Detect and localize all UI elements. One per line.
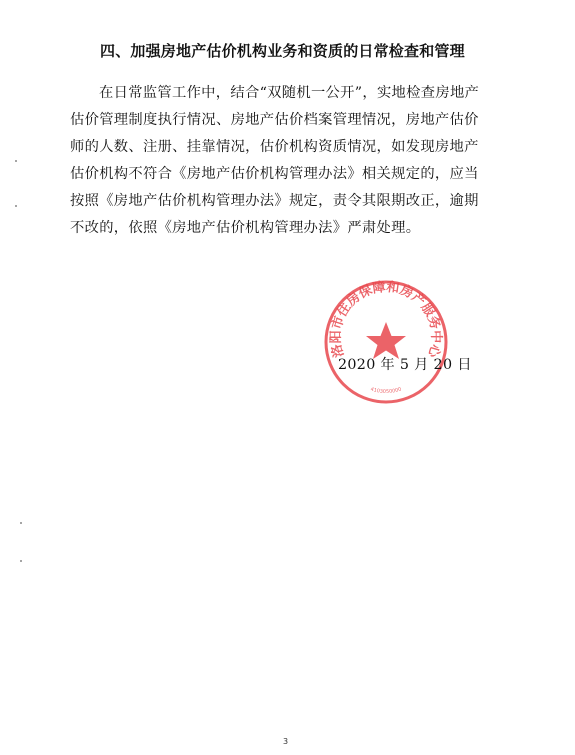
paragraph-line: 估价机构不符合《房地产估价机构管理办法》相关规定的，应当 [70, 166, 479, 182]
seal-text-path: 洛阳市住房保障和房产服务中心 [328, 279, 444, 360]
scan-speck [15, 160, 17, 162]
paragraph-line: 估价管理制度执行情况、房地产估价档案管理情况，房地产估价 [70, 112, 479, 128]
paragraph-line: 不改的，依照《房地产估价机构管理办法》严肃处理。 [70, 220, 421, 236]
paragraph-line: 按照《房地产估价机构管理办法》规定，责令其限期改正，逾期 [70, 193, 479, 209]
scan-speck [15, 205, 17, 207]
scan-speck [20, 522, 22, 524]
paragraph-line: 师的人数、注册、挂靠情况，估价机构资质情况，如发现房地产 [70, 139, 479, 155]
section-heading: 四、加强房地产估价机构业务和资质的日常检查和管理 [100, 42, 465, 60]
body-paragraph [70, 80, 505, 242]
seal-code [370, 386, 403, 395]
paragraph-line: 在日常监管工作中，结合“双随机一公开”，实地检查房地产 [99, 85, 480, 101]
official-seal [322, 278, 450, 406]
scan-speck [20, 560, 22, 562]
seal-code-path: 4103050000 [369, 386, 403, 396]
document-date: 2020 年 5 月 20 日 [338, 357, 472, 373]
page-number: 3 [283, 737, 289, 746]
